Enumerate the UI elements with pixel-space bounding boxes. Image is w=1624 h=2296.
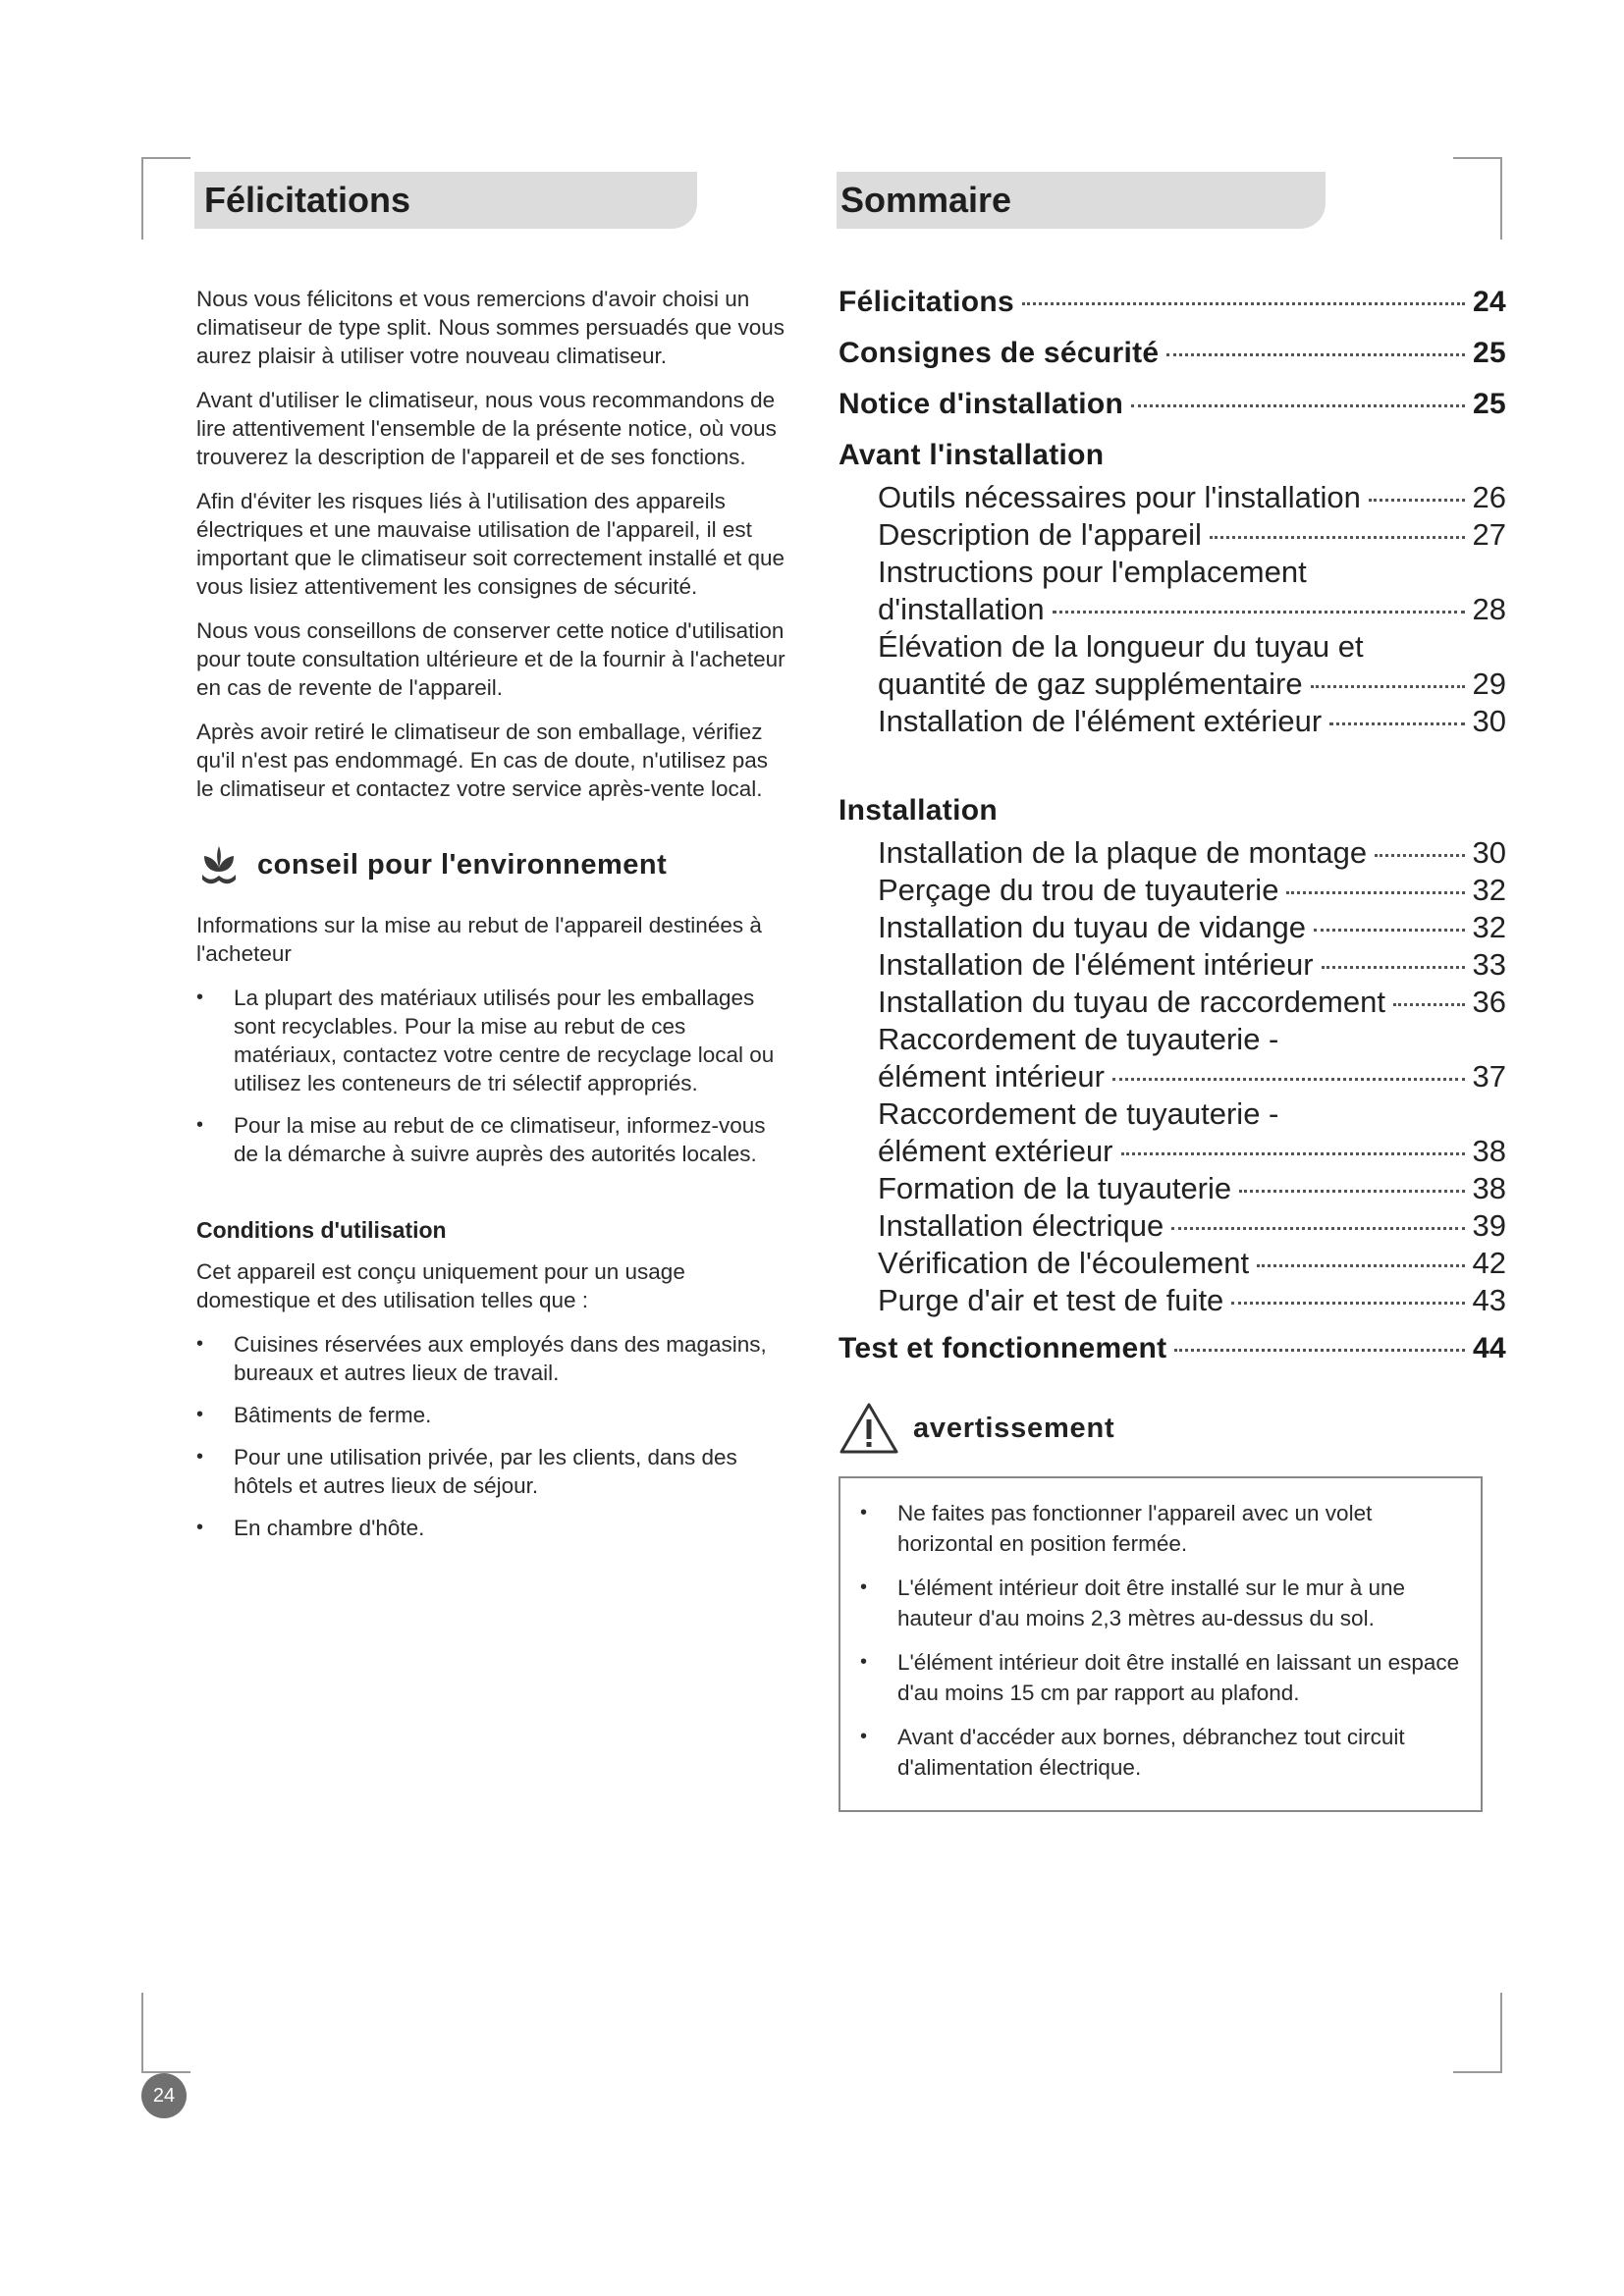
intro-paragraph-5: Après avoir retiré le climatiseur de son emballage, vérifiez qu'il n'est pas endommagé. En cas de doute, n'utilisez pas le climatiseur et contactez votre service après-vente local. (196, 720, 768, 801)
toc-entry[interactable]: Purge d'air et test de fuite 43 (878, 1283, 1506, 1317)
toc-entry-consignes[interactable] (839, 334, 1506, 373)
toc-entry[interactable]: Installation de la plaque de montage 30 (878, 835, 1506, 870)
toc-label: Notice d'installation (839, 388, 1124, 420)
corner-mark-bottom-right (1453, 1993, 1502, 2073)
list-item: • La plupart des matériaux utilisés pour les emballages sont recyclables. Pour la mise au rebut de ces matériaux, contactez votre centre de recyclage local ou utilisez les conteneurs de tri sélectif appropriés. (196, 984, 785, 1097)
toc-entry[interactable]: Installation de l'élément intérieur 33 (878, 947, 1506, 982)
left-column (196, 285, 785, 1560)
toc-entry-line: Raccordement de tuyauterie - (878, 1022, 1279, 1056)
toc-entry-test[interactable] (839, 1329, 1506, 1368)
warning-box (839, 1476, 1483, 1812)
intro-paragraph-4: Nous vous conseillons de conserver cette notice d'utilisation pour toute consultation ultérieure et de la fournir à l'acheteur en cas de revente de l'appareil. (196, 618, 785, 700)
list-item: • Bâtiments de ferme. (196, 1401, 785, 1429)
list-item: • Pour une utilisation privée, par les clients, dans des hôtels et autres lieux de séjour. (196, 1443, 785, 1500)
toc-entry[interactable]: élément extérieur 38 (878, 1134, 1506, 1168)
toc-page: 44 (1473, 1332, 1506, 1364)
warning-triangle-icon (839, 1402, 899, 1455)
toc-page: 25 (1473, 337, 1506, 369)
leaf-icon (196, 842, 242, 887)
toc-entry[interactable]: quantité de gaz supplémentaire 29 (878, 667, 1506, 701)
list-item: • Avant d'accéder aux bornes, débranchez tout circuit d'alimentation électrique. (860, 1722, 1463, 1783)
toc-page: 24 (1473, 286, 1506, 318)
toc-page: 25 (1473, 388, 1506, 420)
toc-label: Consignes de sécurité (839, 337, 1160, 369)
list-item: • En chambre d'hôte. (196, 1514, 785, 1542)
conditions-list (196, 1330, 785, 1542)
intro-paragraph-2: Avant d'utiliser le climatiseur, nous vous recommandons de lire attentivement l'ensemble de la présente notice, où vous trouverez la description de l'appareil et de ses fonctions. (196, 388, 777, 469)
toc-label: Félicitations (839, 286, 1014, 318)
toc-entry[interactable]: élément intérieur 37 (878, 1059, 1506, 1094)
conditions-intro: Cet appareil est conçu uniquement pour un usage domestique et des utilisation telles que : (196, 1259, 685, 1312)
list-item: • Cuisines réservées aux employés dans des magasins, bureaux et autres lieux de travail. (196, 1330, 785, 1387)
toc-entry[interactable]: Vérification de l'écoulement 42 (878, 1246, 1506, 1280)
toc-entry[interactable]: Formation de la tuyauterie 38 (878, 1171, 1506, 1205)
warning-list (860, 1498, 1463, 1783)
corner-mark-bottom-left (141, 1993, 190, 2073)
toc-entry[interactable]: Outils nécessaires pour l'installation 26 (878, 480, 1506, 514)
toc-entry-line: Instructions pour l'emplacement (878, 555, 1307, 589)
list-item: • Pour la mise au rebut de ce climatiseur, informez-vous de la démarche à suivre auprès des autorités locales. (196, 1111, 785, 1168)
toc-installation-list (839, 834, 1506, 1319)
conditions-heading: Conditions d'utilisation (196, 1217, 447, 1243)
toc-entry[interactable]: Installation électrique 39 (878, 1208, 1506, 1243)
environment-intro: Informations sur la mise au rebut de l'appareil destinées à l'acheteur (196, 913, 762, 966)
toc-section-avant: Avant l'installation (839, 439, 1105, 471)
warning-title: avertissement (913, 1412, 1115, 1444)
list-item: • L'élément intérieur doit être installé sur le mur à une hauteur d'au moins 2,3 mètres au-dessus du sol. (860, 1573, 1463, 1633)
toc-entry[interactable]: Description de l'appareil 27 (878, 517, 1506, 552)
felicitations-header: Félicitations (194, 172, 697, 229)
page-number: 24 (141, 2073, 187, 2118)
environment-heading (196, 842, 785, 887)
corner-mark-top-right (1453, 157, 1502, 240)
toc-entry-line: Élévation de la longueur du tuyau et (878, 629, 1364, 664)
toc-avant-list (839, 479, 1506, 740)
sommaire-header: Sommaire (837, 172, 1326, 229)
toc-label: Test et fonctionnement (839, 1332, 1167, 1364)
toc-entry-felicitations[interactable] (839, 283, 1506, 322)
corner-mark-top-left (141, 157, 190, 240)
toc-entry[interactable]: Perçage du trou de tuyauterie 32 (878, 873, 1506, 907)
warning-heading (839, 1402, 1506, 1455)
toc-entry[interactable]: Installation du tuyau de vidange 32 (878, 910, 1506, 944)
environment-list (196, 984, 785, 1168)
right-column (839, 283, 1506, 1812)
list-item: • L'élément intérieur doit être installé en laissant un espace d'au moins 15 cm par rapport au plafond. (860, 1647, 1463, 1708)
toc-entry[interactable]: d'installation 28 (878, 592, 1506, 626)
toc-entry-notice[interactable] (839, 385, 1506, 424)
intro-paragraph-1: Nous vous félicitons et vous remercions d'avoir choisi un climatiseur de type split. Nous sommes persuadés que vous aurez plaisir à utiliser votre nouveau climatiseur. (196, 287, 785, 368)
environment-title: conseil pour l'environnement (257, 848, 668, 881)
toc-entry-line: Raccordement de tuyauterie - (878, 1096, 1279, 1131)
toc-section-installation: Installation (839, 794, 998, 827)
toc-entry[interactable]: Installation du tuyau de raccordement 36 (878, 985, 1506, 1019)
list-item: • Ne faites pas fonctionner l'appareil avec un volet horizontal en position fermée. (860, 1498, 1463, 1559)
intro-paragraph-3: Afin d'éviter les risques liés à l'utilisation des appareils électriques et une mauvaise utilisation de l'appareil, il est important que le climatiseur soit correctement installé et que vous lisiez attentivement les consignes de sécurité. (196, 489, 785, 599)
toc-entry[interactable]: Installation de l'élément extérieur 30 (878, 704, 1506, 738)
